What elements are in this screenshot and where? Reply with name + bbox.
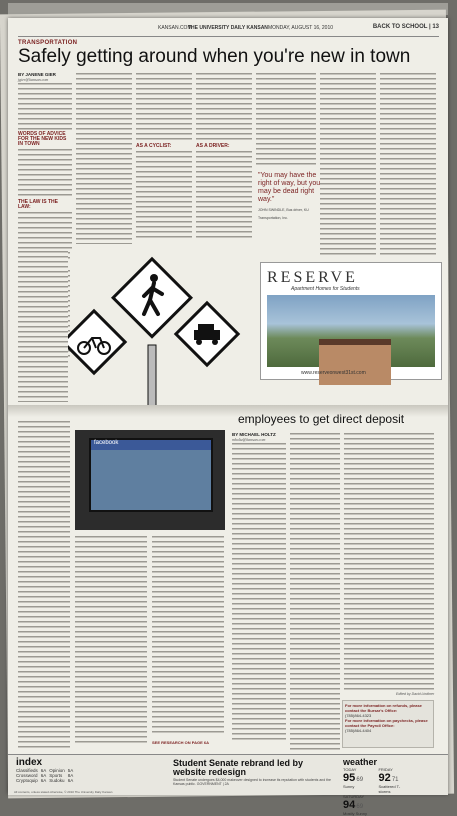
index-page: 6A (40, 773, 47, 778)
body-text-block (136, 72, 192, 142)
body-text-block (344, 432, 434, 692)
body-text-block (290, 432, 340, 750)
body-text-block (18, 82, 72, 130)
article-byline: BY JANENE GIER (18, 72, 56, 77)
weather-title: weather (343, 757, 378, 767)
header-paper: THE UNIVERSITY DAILY KANSAN (188, 25, 268, 31)
refund-contact-label: For more information on refunds, please contact the Bursar's Office: (345, 703, 422, 713)
ad-url[interactable]: www.reserveonwest31st.com (301, 370, 366, 376)
weather-day (343, 767, 374, 789)
index-page: 6A (40, 768, 47, 773)
see-more-link[interactable]: SEE RESEARCH ON PAGE 6A (152, 740, 210, 745)
laptop-screen (89, 438, 213, 512)
subhead-law: THE LAW IS THE LAW: (18, 199, 58, 210)
body-text-block (76, 72, 132, 244)
subhead-driver: AS A DRIVER: (196, 143, 230, 149)
page-header (18, 24, 439, 37)
article-email: jgier@kansan.com (18, 77, 49, 82)
weather-high: 94 (343, 799, 356, 811)
facebook-banner: facebook (91, 440, 211, 450)
lower-column-5 (290, 432, 340, 750)
body-text-block (18, 148, 72, 198)
payroll-contact-label: For more information on paychecks, please contact the Payroll Office: (345, 718, 428, 728)
article-column-8 (18, 250, 68, 402)
index-page: 6A (40, 778, 47, 783)
body-text-block (232, 442, 286, 742)
pull-quote-text: "You may have the right of way, but you may be dead right way." (258, 172, 321, 203)
student-senate-teaser[interactable] (173, 759, 338, 786)
index-box (16, 757, 176, 783)
index-page: 6A (67, 778, 74, 783)
ad-photo (267, 295, 435, 367)
weather-desc: Sunny (343, 784, 355, 789)
index-title: index (16, 757, 43, 768)
index-section[interactable]: Cryptoquip (16, 778, 38, 783)
index-section[interactable]: Opinion (49, 768, 65, 773)
weather-high: 95 (343, 772, 356, 784)
refund-contact-phone: (785)864-4323 (345, 713, 372, 718)
header-section: BACK TO SCHOOL | 13 (372, 24, 439, 30)
subhead-cyclist: AS A CYCLIST: (136, 143, 172, 149)
weather-box (343, 757, 443, 816)
traffic-sign-illustration (70, 250, 240, 410)
body-text-block (18, 250, 68, 402)
body-text-block (75, 535, 147, 745)
body-text-block (136, 150, 192, 240)
index-page: 5A (67, 768, 74, 773)
body-text-block (152, 535, 224, 735)
index-section[interactable]: Sports (49, 773, 63, 778)
article-column-5 (256, 72, 316, 168)
car-sign-icon (176, 303, 238, 365)
weather-day-name: FRIDAY (378, 767, 393, 772)
weather-day (378, 767, 409, 794)
lower-byline: BY MICHAEL HOLTZ (232, 432, 276, 437)
facebook-laptop-photo (75, 430, 225, 530)
lower-headline: employees to get direct deposit (238, 412, 405, 426)
reserve-apartments-ad[interactable] (260, 262, 442, 380)
header-date: MONDAY, AUGUST 16, 2010 (268, 25, 334, 31)
lower-byline-column (232, 432, 286, 750)
copyright-line: All contents, unless stated otherwise, © 2010 The University Daily Kansan (14, 790, 113, 794)
body-text-block (320, 72, 376, 257)
bicycle-sign-icon (63, 311, 125, 373)
index-table (16, 768, 76, 783)
page-footer-strip (8, 754, 448, 816)
article-column-3 (136, 72, 192, 244)
article-column-7 (380, 72, 436, 257)
weather-day-name: SATURDAY (343, 794, 365, 799)
section-name: BACK TO SCHOOL (372, 24, 428, 30)
apartment-building-image (319, 339, 391, 385)
page-number: 13 (432, 24, 439, 30)
index-section[interactable]: Classifieds (16, 768, 38, 773)
index-section[interactable]: Sudoku (49, 778, 65, 783)
weather-desc: Scattered T-storms (378, 784, 401, 794)
lower-column-6 (344, 432, 434, 692)
article-column-6 (320, 72, 376, 257)
teaser-deck: Student Senate undergoes $4,000 makeover designed to increase its reputation with students and the Kansas public. GOVERNMENT | 2A (173, 778, 331, 786)
payroll-contact-phone: (785)864-4404 (345, 728, 372, 733)
lower-column-3 (152, 535, 224, 735)
index-page: 8A (67, 773, 74, 778)
article-headline: Safely getting around when you're new in town (18, 46, 411, 67)
index-section[interactable]: Crossword (16, 773, 38, 778)
ad-tagline: Apartment Homes for Students (291, 286, 360, 292)
body-text-block (18, 420, 70, 750)
article-kicker: TRANSPORTATION (18, 40, 78, 46)
weather-day-name: TODAY (343, 767, 357, 772)
lower-email: mholtz@kansan.com (232, 437, 266, 442)
body-text-block (256, 72, 316, 168)
pull-quote-attribution: JOHN SWINDLE, Bus driver, KU Transportation, Inc. (258, 208, 309, 220)
edited-by: Edited by David Lindtner (396, 692, 435, 696)
header-site: KANSAN.COM (158, 25, 192, 31)
lower-column-1 (18, 420, 70, 750)
article-column-9 (244, 200, 257, 260)
weather-desc: Mostly Sunny (343, 811, 368, 816)
body-text-block (196, 72, 252, 142)
weather-day (343, 794, 374, 816)
contact-info-box (342, 700, 434, 748)
weather-low: 69 (356, 777, 364, 783)
subhead-advice: WORDS OF ADVICE FOR THE NEW KIDS IN TOWN (18, 131, 67, 147)
weather-low: 69 (356, 804, 364, 810)
sign-post (148, 345, 156, 410)
pedestrian-sign-icon (113, 259, 191, 337)
lower-column-2 (75, 535, 147, 745)
ad-brand: RESERVE (267, 269, 358, 286)
pull-quote (258, 172, 326, 222)
index-row (16, 778, 76, 783)
weather-high: 92 (378, 772, 391, 784)
weather-low: 71 (391, 777, 399, 783)
article-column-2 (76, 72, 132, 244)
teaser-headline: Student Senate rebrand led by website redesign (173, 758, 304, 777)
body-text-block (380, 72, 436, 257)
